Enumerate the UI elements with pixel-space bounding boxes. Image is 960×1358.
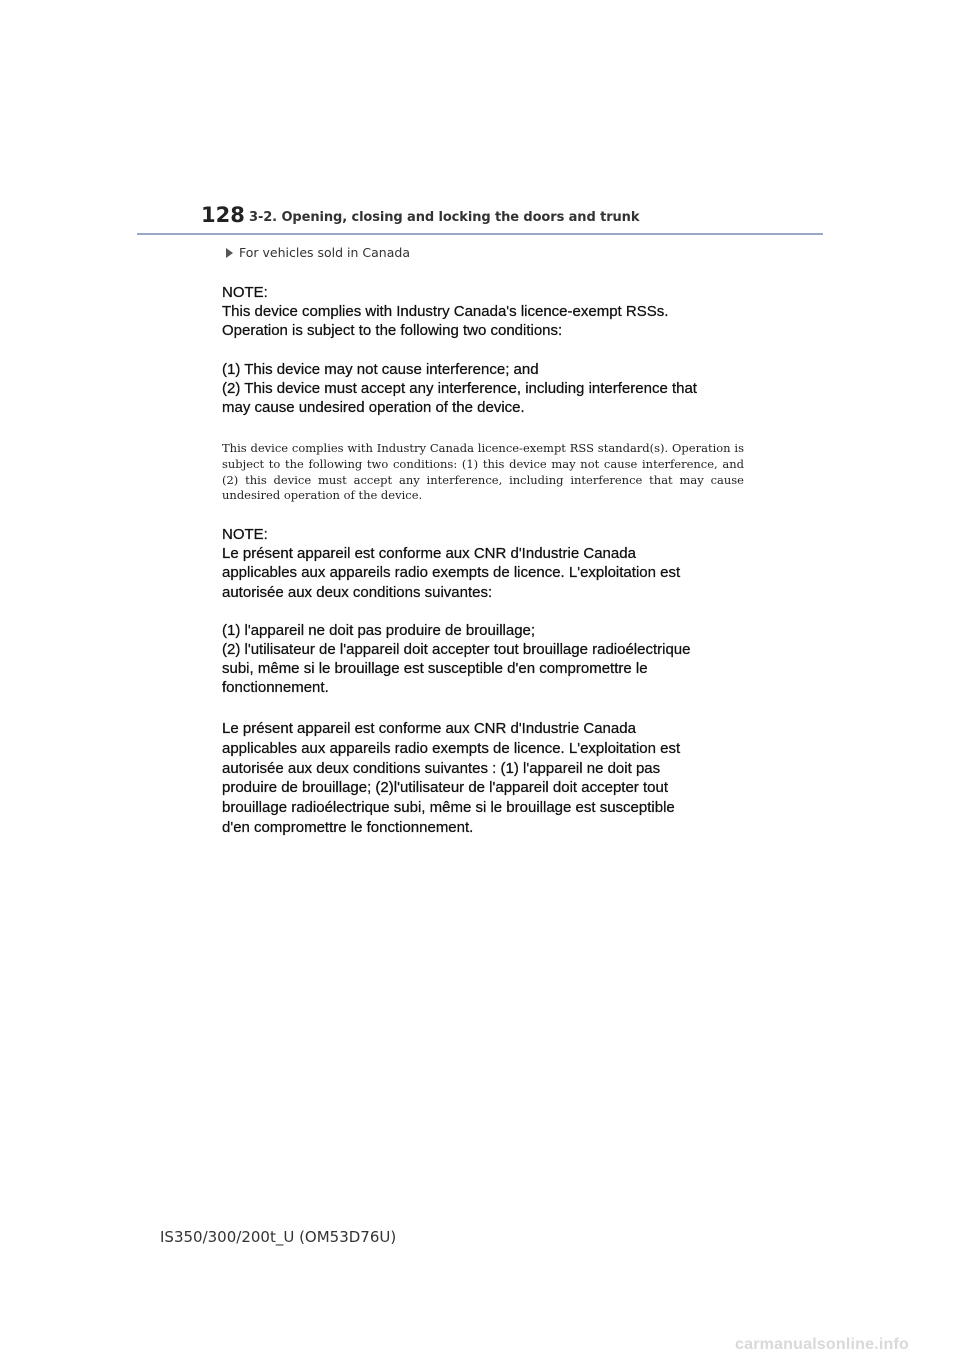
label-line: (1) This device may not cause interference; and (222, 360, 539, 378)
label-line: NOTE: (222, 284, 268, 301)
label-line: d'en compromettre le fonctionnement. (222, 818, 474, 836)
body-paragraph: This device complies with Industry Canada licence-exempt RSS standard(s). Operation is subject to the following two conditions: (1) this device may not cause interference, and (2) this device must accept any interference, including interference that may cause undesired operation of the device. (222, 441, 744, 503)
page-number: 128 (201, 203, 245, 227)
label-line: brouillage radioélectrique subi, même si le brouillage est susceptible (222, 799, 675, 817)
label-line: Operation is subject to the following two conditions: (222, 322, 563, 340)
label-line: autorisée aux deux conditions suivantes: (222, 583, 493, 601)
subheading-text: For vehicles sold in Canada (239, 245, 410, 260)
label-line: This device complies with Industry Canada's licence-exempt RSSs. (222, 303, 669, 321)
label-gap (222, 602, 762, 621)
label-french-2 (222, 719, 762, 838)
label-line: may cause undesired operation of the device. (222, 399, 525, 417)
label-line: produire de brouillage; (2)l'utilisateur de l'appareil doit accepter tout (222, 779, 668, 797)
label-line: Le présent appareil est conforme aux CNR d'Industrie Canada (222, 545, 636, 563)
label-line: applicables aux appareils radio exempts de licence. L'exploitation est (222, 739, 681, 757)
subheading (226, 245, 410, 260)
label-line: (1) l'appareil ne doit pas produire de brouillage; (222, 621, 536, 639)
running-header: 3-2. Opening, closing and locking the doors and trunk (249, 210, 640, 225)
label-line: autorisée aux deux conditions suivantes : (1) l'appareil ne doit pas (222, 759, 661, 777)
label-line: subi, même si le brouillage est susceptible d'en compromettre le (222, 660, 648, 678)
label-english (222, 283, 762, 417)
label-line: NOTE: (222, 526, 268, 543)
label-french (222, 525, 762, 698)
header-rule (137, 233, 823, 235)
label-line: Le présent appareil est conforme aux CNR d'Industrie Canada (222, 720, 636, 737)
label-line: fonctionnement. (222, 679, 329, 697)
label-line: applicables aux appareils radio exempts de licence. L'exploitation est (222, 564, 681, 582)
label-gap (222, 341, 762, 360)
label-line: (2) This device must accept any interference, including interference that (222, 379, 697, 397)
label-line: (2) l'utilisateur de l'appareil doit accepter tout brouillage radioélectrique (222, 641, 691, 659)
triangle-bullet-icon (226, 248, 233, 258)
footer-model-code: IS350/300/200t_U (OM53D76U) (160, 1228, 397, 1246)
watermark: carmanualsonline.info (735, 1336, 910, 1353)
